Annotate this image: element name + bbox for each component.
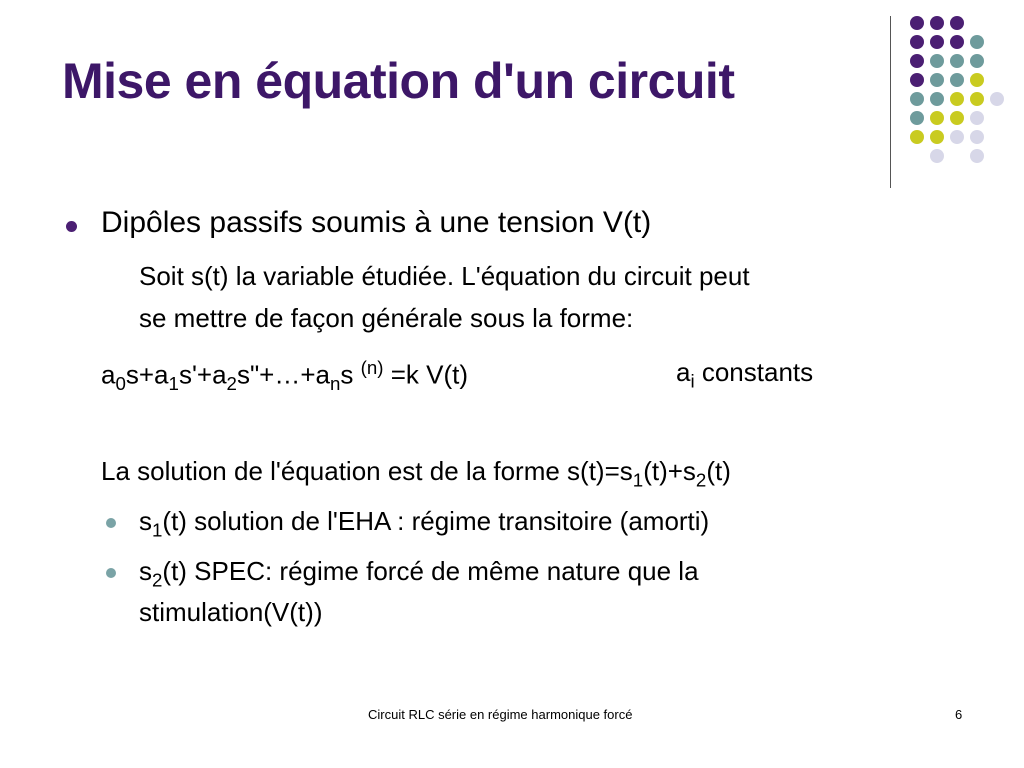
dot xyxy=(910,54,924,68)
dot xyxy=(950,16,964,30)
divider-line xyxy=(890,16,891,188)
dot xyxy=(930,35,944,49)
dot xyxy=(970,111,984,125)
dot xyxy=(930,149,944,163)
equation: $a_0s+a_1s'+a_2s"+\dots+a_ns$ $^{(n)}$ =k V(t) xyxy=(101,357,469,394)
solution-line: La solution de l'équation est de la forme $s(t)=s_1(t)+s_2(t)$ xyxy=(101,456,731,491)
dot xyxy=(970,149,984,163)
sub-bullet-text: $s_1(t)$ solution de l'EHA : régime transitoire (amorti) xyxy=(139,506,710,541)
dot xyxy=(950,92,964,106)
bullet-marker xyxy=(66,221,77,232)
slide-title: Mise en équation d'un circuit xyxy=(62,53,735,109)
dot xyxy=(930,130,944,144)
dot xyxy=(950,111,964,125)
footer-text: Circuit RLC série en régime harmonique forcé xyxy=(368,707,633,722)
dot xyxy=(970,35,984,49)
sub-bullet-marker xyxy=(106,518,116,528)
dot xyxy=(970,73,984,87)
dot xyxy=(930,16,944,30)
dot xyxy=(950,35,964,49)
sub-bullet-marker xyxy=(106,568,116,578)
dot xyxy=(950,73,964,87)
dot xyxy=(910,92,924,106)
paragraph-line: se mettre de façon générale sous la forme: xyxy=(139,303,634,333)
sub-bullet-text-continued: stimulation(V(t)) xyxy=(139,597,323,627)
dot xyxy=(930,111,944,125)
dot xyxy=(930,73,944,87)
dot xyxy=(950,54,964,68)
dot xyxy=(910,73,924,87)
dot xyxy=(970,54,984,68)
page-number: 6 xyxy=(955,707,963,722)
dot xyxy=(950,130,964,144)
dot xyxy=(910,130,924,144)
sub-bullet-text: $s_2(t)$ SPEC: régime forcé de même nature que la xyxy=(139,556,699,591)
paragraph-line: Soit s(t) la variable étudiée. L'équation du circuit peut xyxy=(139,261,750,291)
constants-note: $a_i$ constants xyxy=(676,357,814,392)
dot xyxy=(910,16,924,30)
dot xyxy=(930,92,944,106)
dot xyxy=(990,92,1004,106)
bullet-text: Dipôles passifs soumis à une tension V(t) xyxy=(101,206,652,239)
dot xyxy=(970,130,984,144)
dot xyxy=(930,54,944,68)
dot xyxy=(910,111,924,125)
dot xyxy=(910,35,924,49)
dot xyxy=(970,92,984,106)
